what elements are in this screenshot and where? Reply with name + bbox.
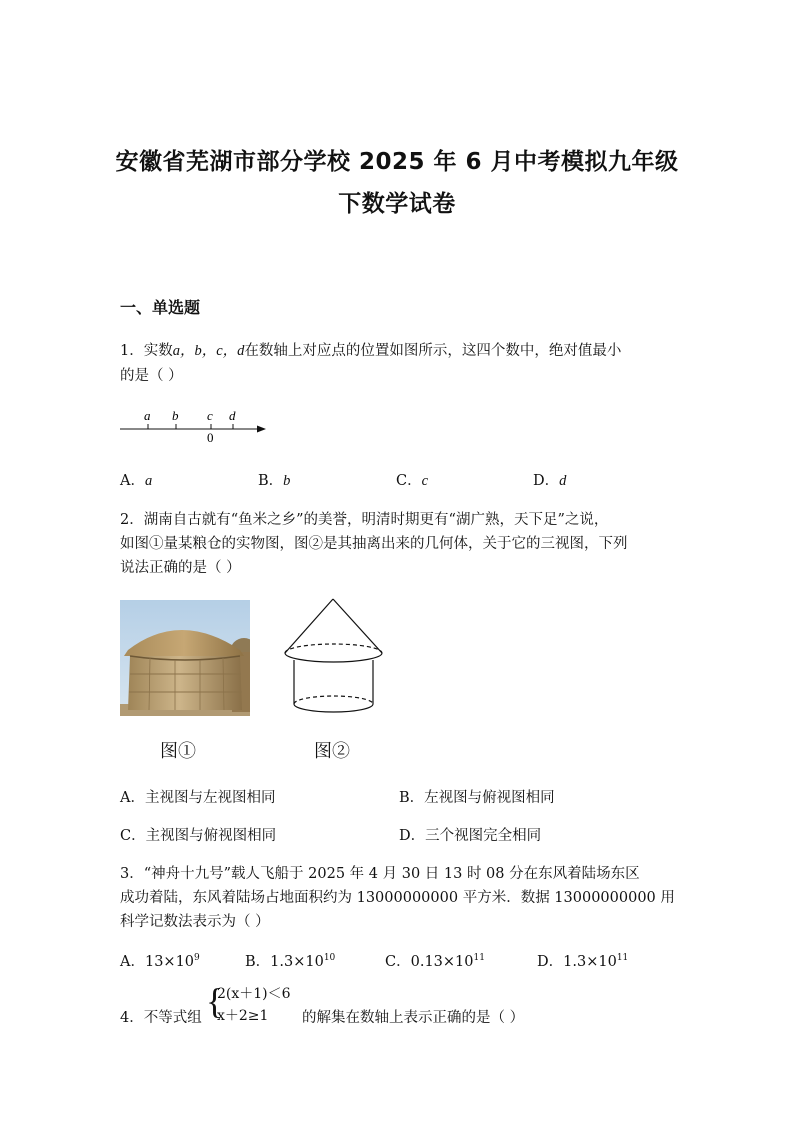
inequality-brace: { — [206, 981, 224, 1021]
q2-option-a[interactable]: A．主视图与左视图相同 — [120, 790, 276, 806]
axis-label-b: b — [172, 408, 179, 423]
question-4-prefix: 4．不等式组 — [120, 1010, 202, 1026]
axis-arrow — [257, 426, 266, 433]
question-4-suffix: 的解集在数轴上表示正确的是（ ） — [302, 1010, 525, 1026]
section-heading: 一、单选题 — [120, 298, 201, 317]
q3-option-a[interactable]: A．$13\times 10^9$ — [120, 953, 200, 970]
cone-left-edge — [285, 599, 333, 653]
question-3-line3: 科学记数法表示为（ ） — [120, 914, 270, 930]
cone-right-edge — [333, 599, 382, 653]
q1-option-a[interactable]: A．a — [120, 473, 153, 489]
figure-2-label: 图② — [314, 741, 350, 762]
question-3-line1: 3．“神舟十九号”载人飞船于 2025 年 4 月 30 日 13 时 08 分在东风着陆场东区 — [120, 866, 640, 882]
question-1-line2: 的是（ ） — [120, 368, 183, 384]
q1-vars: a，b，c，d — [172, 343, 245, 359]
cone-base-front — [285, 653, 382, 662]
q2-option-b[interactable]: B．左视图与俯视图相同 — [399, 790, 555, 806]
question-2-line2: 如图①量某粮仓的实物图，图②是其抽离出来的几何体，关于它的三视图，下列 — [120, 536, 628, 552]
q1-suffix: 在数轴上对应点的位置如图所示，这四个数中，绝对值最小 — [244, 343, 622, 359]
q2-option-c[interactable]: C．主视图与俯视图相同 — [120, 828, 277, 844]
q3-option-d[interactable]: D．$1.3\times 10^{11}$ — [537, 953, 629, 970]
q3-option-c[interactable]: C．$0.13\times 10^{11}$ — [385, 953, 485, 970]
figure-1-label: 图① — [160, 741, 196, 762]
q1-option-c[interactable]: C．c — [396, 473, 429, 489]
q1-option-b[interactable]: B．b — [258, 473, 291, 489]
document-title-line1: 安徽省芜湖市部分学校 2025 年 6 月中考模拟九年级 — [115, 149, 679, 175]
inequality-2: x＋2≥1 — [217, 1008, 269, 1024]
geometric-body-figure — [280, 596, 390, 718]
document-title-line2: 下数学试卷 — [338, 191, 456, 217]
q1-option-d[interactable]: D．d — [533, 473, 567, 489]
q2-option-d[interactable]: D．三个视图完全相同 — [399, 828, 542, 844]
q1-number-line — [118, 404, 278, 446]
cylinder-bottom-back — [294, 696, 373, 704]
cylinder-bottom-front — [294, 704, 373, 712]
cone-base-back — [285, 644, 382, 653]
question-2-line1: 2．湖南自古就有“鱼米之乡”的美誉，明清时期更有“湖广熟，天下足”之说， — [120, 512, 609, 528]
q3-option-b[interactable]: B．$1.3\times 10^{10}$ — [245, 953, 336, 970]
granary-photo — [120, 600, 250, 716]
question-1-text — [120, 339, 621, 363]
axis-label-zero: 0 — [207, 430, 214, 445]
axis-label-c: c — [207, 408, 213, 423]
inequality-1: 2(x＋1)＜6 — [217, 986, 291, 1002]
axis-label-d: d — [229, 408, 236, 423]
question-2-line3: 说法正确的是（ ） — [120, 560, 241, 576]
axis-label-a: a — [144, 408, 151, 423]
q1-prefix: 1．实数 — [120, 343, 173, 359]
question-3-line2: 成功着陆，东风着陆场占地面积约为 13000000000 平方米．数据 13000000000 用 — [120, 890, 675, 906]
